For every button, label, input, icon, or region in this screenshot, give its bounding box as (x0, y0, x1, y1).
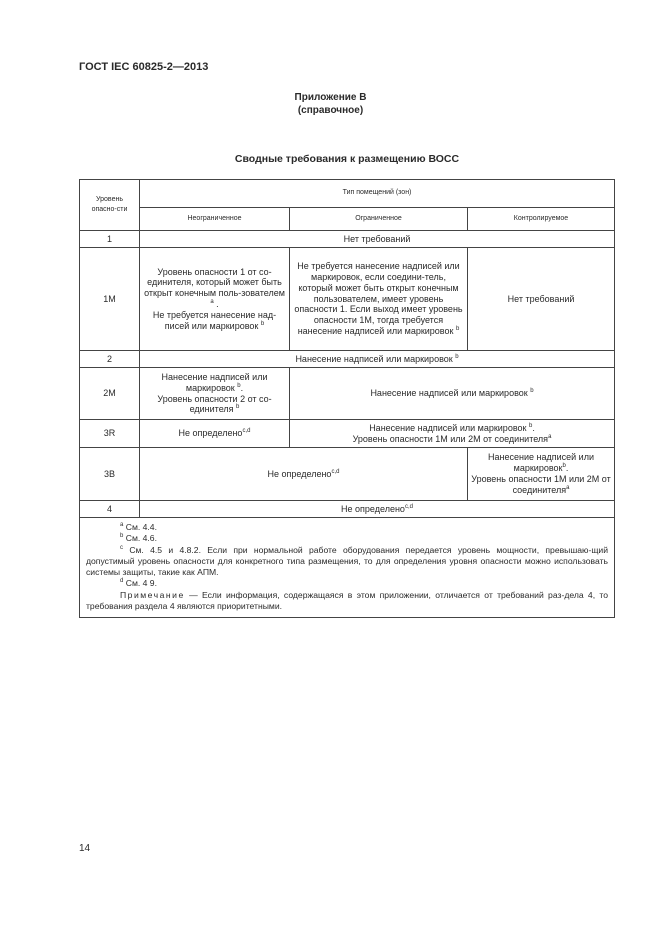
row-all-zones: Не определено$^{c,d}$ (140, 501, 615, 518)
table-row (80, 501, 615, 518)
table-title: Сводные требования к размещению ВОСС (234, 153, 460, 165)
cell-restricted-controlled: Нанесение надписей или маркировок $^b$. Уровень опасности 1М или 2М от соединителя$^a$ (290, 420, 615, 448)
table-row (80, 248, 615, 351)
row-level: 2M (80, 368, 140, 420)
cell-unrestricted: Уровень опасности 1 от со-единителя, который может быть открыт конечным поль-зователем $^a$ . Не требуется нанесение над-писей или маркировок $^b$ (140, 248, 290, 351)
table-row (80, 420, 615, 448)
header-controlled: Контролируемое (468, 208, 615, 231)
appendix-subtitle: (справочное) (297, 105, 364, 116)
cell-unrestricted-restricted: Не определено$^{c,d}$ (140, 448, 468, 501)
table-subheader-row (80, 208, 615, 231)
row-level: 1 (80, 231, 140, 248)
page-number: 14 (79, 843, 91, 854)
cell-restricted: Не требуется нанесение надписей или маркировок, если соедини-тель, который может быть открыт конечным пользователем, имеет уровень опасности 1. Если выход имеет уровень опасности 1М, тогда требуется нанесение надписей или маркировок $^b$ (290, 248, 468, 351)
row-level: 2 (80, 351, 140, 368)
table-row (80, 351, 615, 368)
table-remark: Примечание — Если информация, содержащаяся в этом приложении, отличается от требований раз-дела 4, то требования раздела 4 являются приоритетными. (86, 589, 609, 612)
cell-unrestricted: Нанесение надписей или маркировок $^b$. Уровень опасности 2 от со-единителя $^b$ (140, 368, 290, 420)
header-restricted: Ограниченное (290, 208, 468, 231)
row-level: 3B (80, 448, 140, 501)
table-header-row (80, 180, 615, 208)
table-footnotes (80, 518, 615, 618)
footnote-d: $^d$ См. 4 9. (120, 578, 157, 589)
cell-controlled: Нанесение надписей или маркировок$^b$. Уровень опасности 1М или 2М от соединителя$^a$ (468, 448, 615, 501)
table-notes-row (80, 518, 615, 618)
cell-restricted-controlled: Нанесение надписей или маркировок $^b$ (290, 368, 615, 420)
row-level: 3R (80, 420, 140, 448)
footnote-a: $^a$ См. 4.4. (120, 522, 157, 532)
table-row (80, 231, 615, 248)
row-level: 4 (80, 501, 140, 518)
document-id: ГОСТ IEC 60825-2—2013 (79, 61, 209, 73)
header-level: Уровень опасно-сти (80, 180, 140, 231)
table-row (80, 368, 615, 420)
footnote-b: $^b$ См. 4.6. (120, 533, 157, 544)
footnote-c: $^c$ См. 4.5 и 4.8.2. Если при нормальной работе оборудования передается уровень мощности, превышаю-щий допустимый уровень опасности для конкретного типа размещения, то для определения уровня опасности можно использовать системы защиты, такие как АПМ. (86, 544, 609, 578)
row-all-zones: Нет требований (140, 231, 615, 248)
cell-unrestricted: Не определено$^{c,d}$ (140, 420, 290, 448)
appendix-title: Приложение В (294, 92, 367, 103)
header-unrestricted: Неограниченное (140, 208, 290, 231)
row-all-zones: Нанесение надписей или маркировок $^b$ (140, 351, 615, 368)
table-row (80, 448, 615, 501)
row-level: 1M (80, 248, 140, 351)
requirements-table (79, 179, 615, 618)
header-zone-type: Тип помещений (зон) (140, 180, 615, 208)
cell-controlled: Нет требований (468, 248, 615, 351)
